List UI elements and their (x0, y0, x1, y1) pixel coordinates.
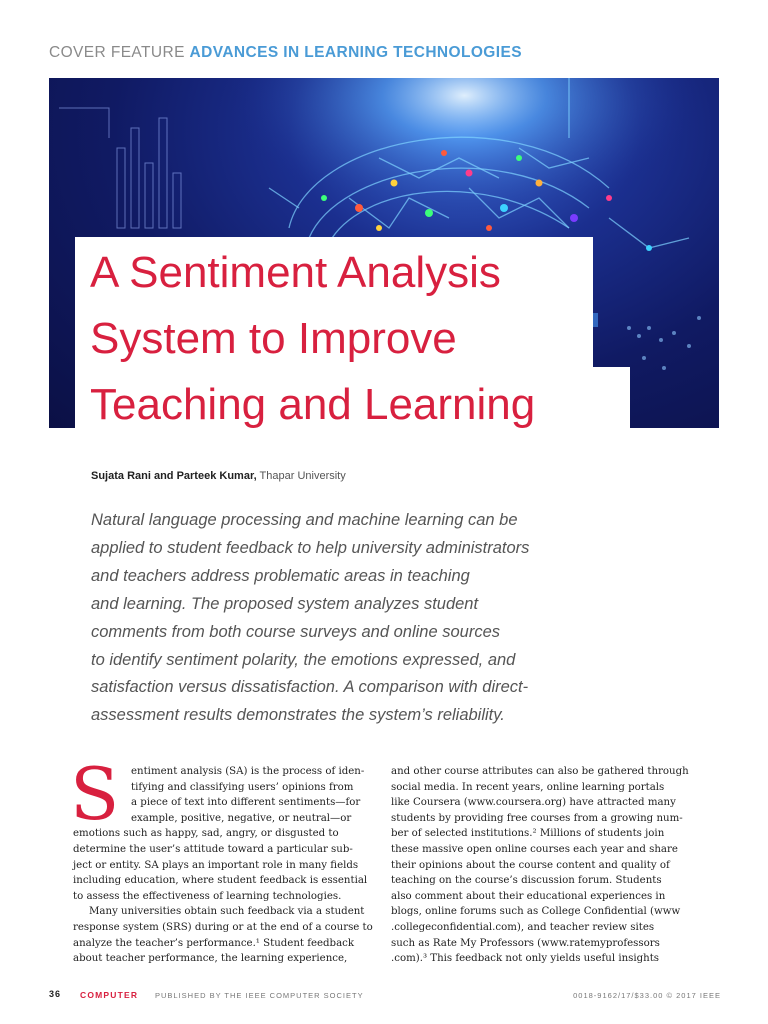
drop-cap: S (70, 752, 120, 836)
body-line: also comment about their educational experiences in (391, 890, 666, 902)
body-line: including education, where student feedback is essential (73, 875, 368, 887)
body-line: .com).³ This feedback not only yields useful insights (391, 953, 660, 965)
body-line: entiment analysis (SA) is the process of iden- (131, 766, 365, 777)
body-line: a piece of text into different sentiments—for (131, 797, 361, 809)
author-names: Sujata Rani and Parteek Kumar, (91, 470, 257, 482)
section-label: COVER FEATURE (49, 44, 185, 61)
cover-feature-header (49, 44, 522, 62)
title-line: System to Improve (90, 314, 457, 363)
body-line: these massive open online courses each year and share (391, 843, 678, 855)
abstract-line: Natural language processing and machine learning can be (91, 511, 518, 529)
abstract-line: satisfaction versus dissatisfaction. A comparison with direct- (91, 678, 529, 697)
title-line: A Sentiment Analysis (90, 248, 501, 297)
author-affiliation: Thapar University (259, 470, 346, 482)
body-line: like Coursera (www.coursera.org) have attracted many (391, 797, 676, 809)
byline (91, 470, 346, 482)
body-line: .collegeconfidential.com), and teacher review sites (391, 921, 655, 933)
body-line: example, positive, negative, or neutral—or (131, 812, 352, 824)
abstract-line: assessment results demonstrates the system’s reliability. (91, 706, 505, 725)
copyright-line: 0018-9162/17/$33.00 © 2017 IEEE (573, 991, 721, 1000)
body-line: students by providing free courses from a growing num- (391, 812, 683, 824)
body-line: emotions such as happy, sad, angry, or disgusted to (73, 828, 339, 840)
article-title (75, 237, 630, 428)
abstract-line: and teachers address problematic areas in teaching (91, 566, 470, 585)
body-line: ject or entity. SA plays an important role in many fields (73, 859, 359, 871)
body-line: tifying and classifying users’ opinions from (131, 781, 354, 793)
body-line: such as Rate My Professors (www.ratemyprofessors (391, 937, 660, 949)
page-number: 36 (49, 989, 62, 999)
title-line: Teaching and Learning (90, 380, 536, 429)
publisher-line: PUBLISHED BY THE IEEE COMPUTER SOCIETY (155, 991, 364, 1000)
body-line: social media. In recent years, online learning portals (391, 781, 665, 793)
abstract (91, 507, 571, 730)
abstract-line: and learning. The proposed system analyzes student (91, 594, 479, 613)
body-line: and other course attributes can also be gathered through (391, 766, 689, 777)
body-column-left (73, 764, 376, 967)
body-line: ber of selected institutions.² Millions of students join (391, 828, 665, 840)
body-line: Many universities obtain such feedback via a student (89, 906, 365, 918)
theme-label: ADVANCES IN LEARNING TECHNOLOGIES (189, 44, 522, 61)
body-line: response system (SRS) during or at the end of a course to (73, 921, 373, 933)
abstract-line: comments from both course surveys and online sources (91, 622, 501, 641)
body-line: their opinions about the course content and quality of (391, 859, 670, 871)
body-line: analyze the teacher’s performance.¹ Student feedback (73, 937, 355, 949)
abstract-line: to identify sentiment polarity, the emotions expressed, and (91, 650, 516, 669)
body-line: to assess the effectiveness of learning technologies. (73, 890, 342, 902)
magazine-name: COMPUTER (80, 990, 139, 1000)
body-column-right (391, 764, 696, 967)
body-line: blogs, online forums such as College Confidential (www (391, 906, 681, 918)
body-line: about teacher performance, the learning experience, (73, 953, 348, 965)
body-line: determine the user’s attitude toward a particular sub- (73, 843, 353, 855)
body-line: teaching on the course’s discussion forum. Students (391, 875, 662, 887)
abstract-line: applied to student feedback to help university administrators (91, 538, 530, 557)
